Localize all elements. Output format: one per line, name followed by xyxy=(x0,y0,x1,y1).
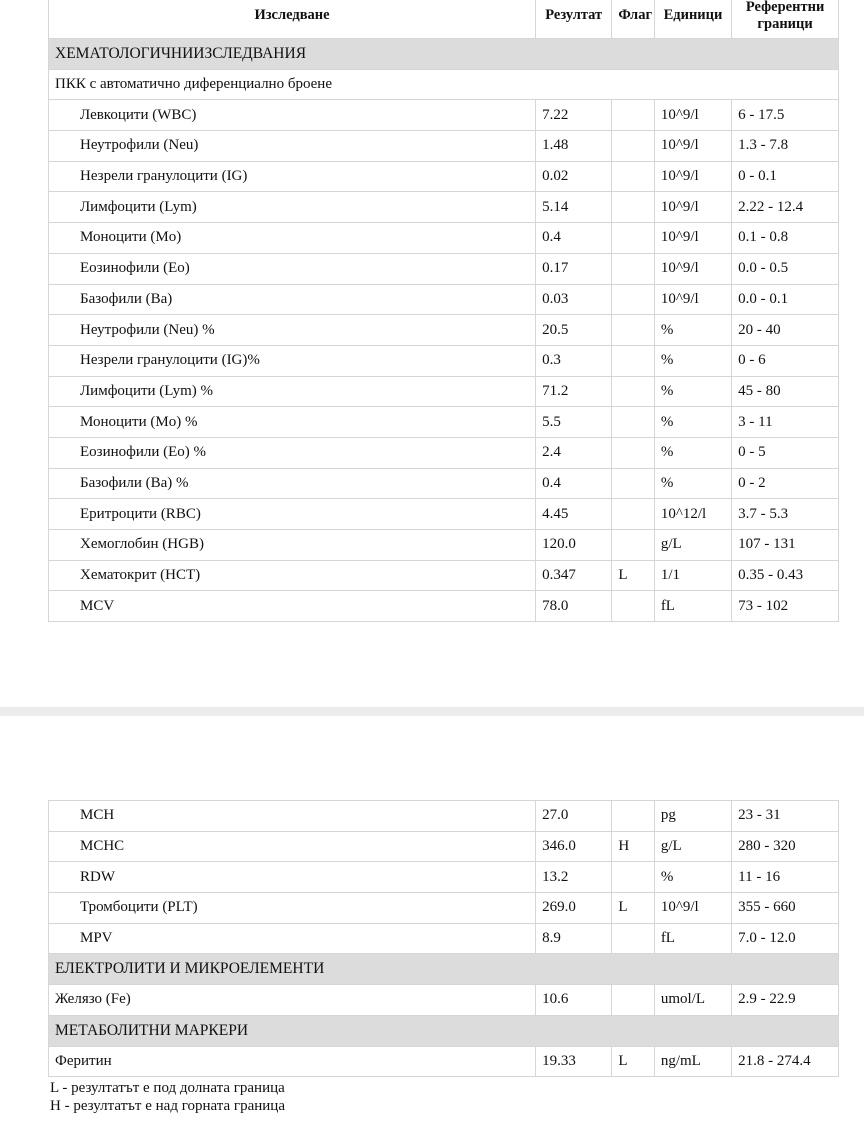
flag-value xyxy=(612,315,654,346)
results-table-page1 xyxy=(48,0,839,622)
units-value: 10^9/l xyxy=(654,100,731,131)
subsection-header xyxy=(49,69,839,100)
reference-range: 73 - 102 xyxy=(732,591,839,622)
results-table-page2 xyxy=(48,800,839,1077)
test-name: Лимфоцити (Lym) % xyxy=(49,376,536,407)
flag-value xyxy=(612,223,654,254)
header-test: Изследване xyxy=(49,0,536,39)
reference-range: 0 - 2 xyxy=(732,468,839,499)
reference-range: 3.7 - 5.3 xyxy=(732,499,839,530)
units-value: 10^9/l xyxy=(654,161,731,192)
reference-range: 1.3 - 7.8 xyxy=(732,131,839,162)
result-value: 0.03 xyxy=(536,284,612,315)
test-name: RDW xyxy=(49,862,536,893)
flag-value xyxy=(612,345,654,376)
result-value: 1.48 xyxy=(536,131,612,162)
test-name: Базофили (Ba) % xyxy=(49,468,536,499)
reference-range: 0.35 - 0.43 xyxy=(732,560,839,591)
test-name: Базофили (Ba) xyxy=(49,284,536,315)
units-value: pg xyxy=(654,801,731,832)
table-row xyxy=(49,893,839,924)
table-row xyxy=(49,923,839,954)
units-value: 10^9/l xyxy=(654,223,731,254)
table-row xyxy=(49,223,839,254)
reference-range: 23 - 31 xyxy=(732,801,839,832)
table-row xyxy=(49,831,839,862)
test-name: Феритин xyxy=(49,1046,536,1077)
flag-value xyxy=(612,376,654,407)
reference-range: 3 - 11 xyxy=(732,407,839,438)
reference-range: 6 - 17.5 xyxy=(732,100,839,131)
reference-range: 7.0 - 12.0 xyxy=(732,923,839,954)
flag-value: H xyxy=(612,831,654,862)
flag-value xyxy=(612,468,654,499)
table-row xyxy=(49,131,839,162)
table-row xyxy=(49,862,839,893)
result-value: 0.3 xyxy=(536,345,612,376)
result-value: 13.2 xyxy=(536,862,612,893)
header-ref: Референтни граници xyxy=(732,0,839,39)
result-value: 346.0 xyxy=(536,831,612,862)
table-row xyxy=(49,985,839,1016)
reference-range: 0 - 6 xyxy=(732,345,839,376)
test-name: Тромбоцити (PLT) xyxy=(49,893,536,924)
reference-range: 107 - 131 xyxy=(732,530,839,561)
units-value: 1/1 xyxy=(654,560,731,591)
flag-value xyxy=(612,131,654,162)
units-value: % xyxy=(654,468,731,499)
result-value: 78.0 xyxy=(536,591,612,622)
units-value: % xyxy=(654,437,731,468)
test-name: Еозинофили (Eo) % xyxy=(49,437,536,468)
reference-range: 45 - 80 xyxy=(732,376,839,407)
result-value: 71.2 xyxy=(536,376,612,407)
flag-value: L xyxy=(612,560,654,591)
flag-value xyxy=(612,437,654,468)
reference-range: 0.0 - 0.5 xyxy=(732,253,839,284)
table-row xyxy=(49,560,839,591)
test-name: Хематокрит (HCT) xyxy=(49,560,536,591)
result-value: 120.0 xyxy=(536,530,612,561)
section-title: МЕТАБОЛИТНИ МАРКЕРИ xyxy=(49,1015,839,1046)
flag-value xyxy=(612,253,654,284)
result-value: 4.45 xyxy=(536,499,612,530)
result-value: 8.9 xyxy=(536,923,612,954)
reference-range: 0.1 - 0.8 xyxy=(732,223,839,254)
reference-range: 355 - 660 xyxy=(732,893,839,924)
table-row xyxy=(49,161,839,192)
test-name: Еозинофили (Eo) xyxy=(49,253,536,284)
section-header xyxy=(49,954,839,985)
header-units: Единици xyxy=(654,0,731,39)
units-value: g/L xyxy=(654,831,731,862)
section-title: ХЕМАТОЛОГИЧНИИЗСЛЕДВАНИЯ xyxy=(49,39,839,70)
test-name: Неутрофили (Neu) % xyxy=(49,315,536,346)
table-row xyxy=(49,284,839,315)
units-value: g/L xyxy=(654,530,731,561)
section-header xyxy=(49,39,839,70)
test-name: Еритроцити (RBC) xyxy=(49,499,536,530)
units-value: 10^9/l xyxy=(654,284,731,315)
table-row xyxy=(49,345,839,376)
units-value: 10^9/l xyxy=(654,893,731,924)
test-name: Лимфоцити (Lym) xyxy=(49,192,536,223)
test-name: Неутрофили (Neu) xyxy=(49,131,536,162)
reference-range: 0 - 5 xyxy=(732,437,839,468)
flag-value xyxy=(612,985,654,1016)
page-break xyxy=(0,707,864,716)
table-row xyxy=(49,376,839,407)
table-row xyxy=(49,1046,839,1077)
flag-value xyxy=(612,407,654,438)
units-value: 10^12/l xyxy=(654,499,731,530)
units-value: % xyxy=(654,345,731,376)
table-row xyxy=(49,468,839,499)
reference-range: 2.9 - 22.9 xyxy=(732,985,839,1016)
result-value: 269.0 xyxy=(536,893,612,924)
test-name: Левкоцити (WBC) xyxy=(49,100,536,131)
test-name: Хемоглобин (HGB) xyxy=(49,530,536,561)
flag-legend xyxy=(50,1080,285,1115)
units-value: % xyxy=(654,407,731,438)
units-value: % xyxy=(654,315,731,346)
units-value: 10^9/l xyxy=(654,131,731,162)
test-name: MCH xyxy=(49,801,536,832)
test-name: Незрели гранулоцити (IG)% xyxy=(49,345,536,376)
units-value: % xyxy=(654,862,731,893)
result-value: 5.14 xyxy=(536,192,612,223)
result-value: 20.5 xyxy=(536,315,612,346)
legend-high: H - резултатът е над горната граница xyxy=(50,1097,285,1114)
table-row xyxy=(49,407,839,438)
table-row xyxy=(49,100,839,131)
table-row xyxy=(49,499,839,530)
test-name: MCV xyxy=(49,591,536,622)
flag-value xyxy=(612,923,654,954)
test-name: MCHC xyxy=(49,831,536,862)
result-value: 7.22 xyxy=(536,100,612,131)
reference-range: 21.8 - 274.4 xyxy=(732,1046,839,1077)
units-value: umol/L xyxy=(654,985,731,1016)
reference-range: 2.22 - 12.4 xyxy=(732,192,839,223)
reference-range: 20 - 40 xyxy=(732,315,839,346)
section-header xyxy=(49,1015,839,1046)
test-name: Желязо (Fe) xyxy=(49,985,536,1016)
result-value: 27.0 xyxy=(536,801,612,832)
test-name: Моноцити (Mo) % xyxy=(49,407,536,438)
reference-range: 280 - 320 xyxy=(732,831,839,862)
subsection-title: ПКК с автоматично диференциално броене xyxy=(49,69,839,100)
table-row xyxy=(49,192,839,223)
flag-value xyxy=(612,161,654,192)
flag-value: L xyxy=(612,1046,654,1077)
flag-value xyxy=(612,100,654,131)
result-value: 5.5 xyxy=(536,407,612,438)
flag-value xyxy=(612,801,654,832)
result-value: 0.02 xyxy=(536,161,612,192)
flag-value xyxy=(612,499,654,530)
units-value: fL xyxy=(654,591,731,622)
result-value: 0.4 xyxy=(536,223,612,254)
flag-value: L xyxy=(612,893,654,924)
legend-low: L - резултатът е под долната граница xyxy=(50,1080,285,1096)
table-header xyxy=(49,0,839,39)
test-name: Незрели гранулоцити (IG) xyxy=(49,161,536,192)
units-value: ng/mL xyxy=(654,1046,731,1077)
table-row xyxy=(49,253,839,284)
header-result: Резултат xyxy=(536,0,612,39)
units-value: % xyxy=(654,376,731,407)
result-value: 2.4 xyxy=(536,437,612,468)
table-row xyxy=(49,591,839,622)
reference-range: 11 - 16 xyxy=(732,862,839,893)
table-row xyxy=(49,530,839,561)
units-value: 10^9/l xyxy=(654,253,731,284)
result-value: 0.4 xyxy=(536,468,612,499)
table-row xyxy=(49,801,839,832)
table-row xyxy=(49,437,839,468)
table-row xyxy=(49,315,839,346)
reference-range: 0 - 0.1 xyxy=(732,161,839,192)
flag-value xyxy=(612,862,654,893)
flag-value xyxy=(612,284,654,315)
flag-value xyxy=(612,591,654,622)
result-value: 10.6 xyxy=(536,985,612,1016)
section-title: ЕЛЕКТРОЛИТИ И МИКРОЕЛЕМЕНТИ xyxy=(49,954,839,985)
test-name: Моноцити (Mo) xyxy=(49,223,536,254)
header-flag: Флаг xyxy=(612,0,654,39)
result-value: 0.347 xyxy=(536,560,612,591)
flag-value xyxy=(612,192,654,223)
units-value: 10^9/l xyxy=(654,192,731,223)
result-value: 0.17 xyxy=(536,253,612,284)
test-name: MPV xyxy=(49,923,536,954)
result-value: 19.33 xyxy=(536,1046,612,1077)
reference-range: 0.0 - 0.1 xyxy=(732,284,839,315)
flag-value xyxy=(612,530,654,561)
units-value: fL xyxy=(654,923,731,954)
